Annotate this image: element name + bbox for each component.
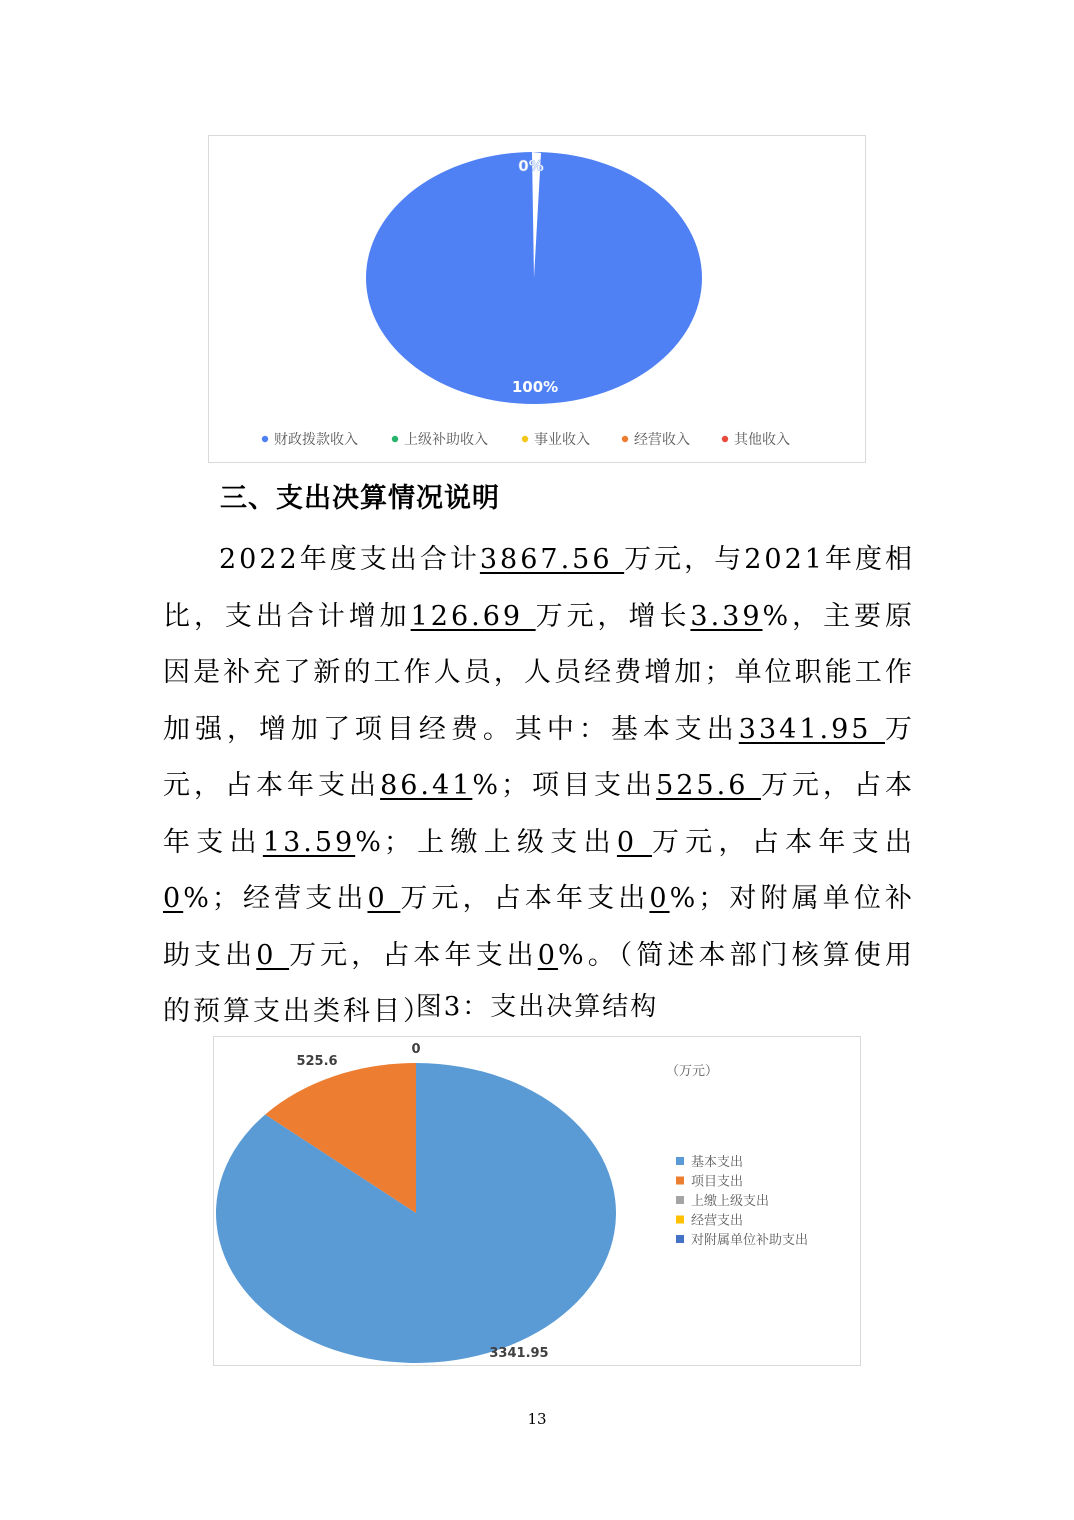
text-run: 万元，占本年支出 (651, 826, 916, 858)
underlined-figure: 13.59 (262, 826, 356, 858)
income-legend-swatch-3 (622, 436, 628, 442)
text-run: 万元，增长 (535, 600, 691, 632)
income-legend-label-2: 事业收入 (534, 432, 590, 448)
expenditure-pie-label-2: 0 (411, 1042, 421, 1057)
section-heading: 三、支出决算情况说明 (220, 483, 500, 514)
figure-caption: 图3：支出决算结构 (415, 992, 659, 1022)
expenditure-pie-svg (214, 1037, 860, 1365)
income-legend-label-4: 其他收入 (734, 432, 790, 448)
underlined-figure: 3341.95 (738, 713, 886, 745)
text-run: %。（简述本部门核算使用的预算支出类科目） (163, 939, 916, 1027)
underlined-figure: 0 (616, 826, 652, 858)
income-pie-label-0: 0% (518, 157, 544, 175)
expenditure-legend-label-3: 经营支出 (691, 1213, 744, 1229)
text-run: %，主要原因是补充了新的工作人员，人员经费增加；单位职能工作加强，增加了项目经费。其中：基本支出 (163, 600, 915, 745)
income-legend-swatch-4 (722, 436, 728, 442)
income-pie-slices (366, 152, 702, 404)
underlined-figure: 0 (537, 939, 558, 971)
page-number: 13 (527, 1410, 547, 1428)
underlined-figure: 3867.56 (479, 544, 625, 575)
text-run: %；项目支出 (472, 770, 657, 801)
text-run: 万元，占本年支出 (163, 713, 916, 801)
expenditure-pie-label-0: 3341.95 (489, 1346, 549, 1361)
expenditure-paragraph (163, 532, 915, 1041)
expenditure-legend-label-2: 上缴上级支出 (691, 1194, 770, 1209)
income-pie-svg (209, 136, 865, 462)
expenditure-pie-legend (676, 1154, 808, 1248)
text-run: %；上缴上级支出 (355, 826, 617, 858)
underlined-figure: 126.69 (410, 600, 536, 632)
expenditure-legend-label-4: 对附属单位补助支出 (691, 1233, 809, 1248)
income-pie-legend (262, 431, 790, 448)
text-run: %；对附属单位补助支出 (163, 883, 916, 971)
expenditure-legend-label-1: 项目支出 (691, 1174, 744, 1190)
income-legend-label-0: 财政拨款收入 (274, 432, 358, 448)
income-legend-label-1: 上级补助收入 (404, 432, 488, 448)
expenditure-legend-swatch-0 (676, 1157, 684, 1165)
expenditure-pie-label-1: 525.6 (296, 1054, 338, 1069)
expenditure-legend-swatch-1 (676, 1177, 684, 1185)
expenditure-pie-slices (216, 1063, 616, 1363)
underlined-figure: 0 (256, 939, 290, 971)
income-legend-swatch-1 (392, 436, 398, 442)
income-legend-swatch-0 (262, 436, 268, 442)
underlined-figure: 86.41 (380, 770, 473, 801)
expenditure-pie-chart (213, 1036, 861, 1366)
expenditure-legend-swatch-4 (676, 1235, 684, 1243)
text-run: 2022年度支出合计 (219, 544, 480, 575)
text-run: 万元，与2021年度相比，支出合计增加 (163, 544, 916, 632)
expenditure-legend-swatch-3 (676, 1216, 684, 1224)
text-run: 万元，占本年支出 (163, 770, 916, 858)
underlined-figure: 525.6 (656, 770, 761, 801)
expenditure-legend-label-0: 基本支出 (691, 1155, 744, 1170)
text-run: 万元，占本年支出 (400, 883, 650, 914)
income-legend-label-3: 经营收入 (634, 432, 690, 448)
expenditure-unit-label: （万元） (666, 1064, 719, 1079)
expenditure-legend-swatch-2 (676, 1196, 684, 1204)
text-run: %；经营支出 (183, 883, 368, 914)
underlined-figure: 0 (367, 883, 401, 914)
underlined-figure: 0 (163, 883, 184, 914)
income-pie-label-100: 100% (511, 378, 559, 396)
text-run: 万元，占本年支出 (289, 939, 538, 971)
underlined-figure: 3.39 (690, 600, 763, 632)
underlined-figure: 0 (649, 883, 670, 914)
income-legend-swatch-2 (522, 436, 528, 442)
income-pie-chart (208, 135, 866, 463)
